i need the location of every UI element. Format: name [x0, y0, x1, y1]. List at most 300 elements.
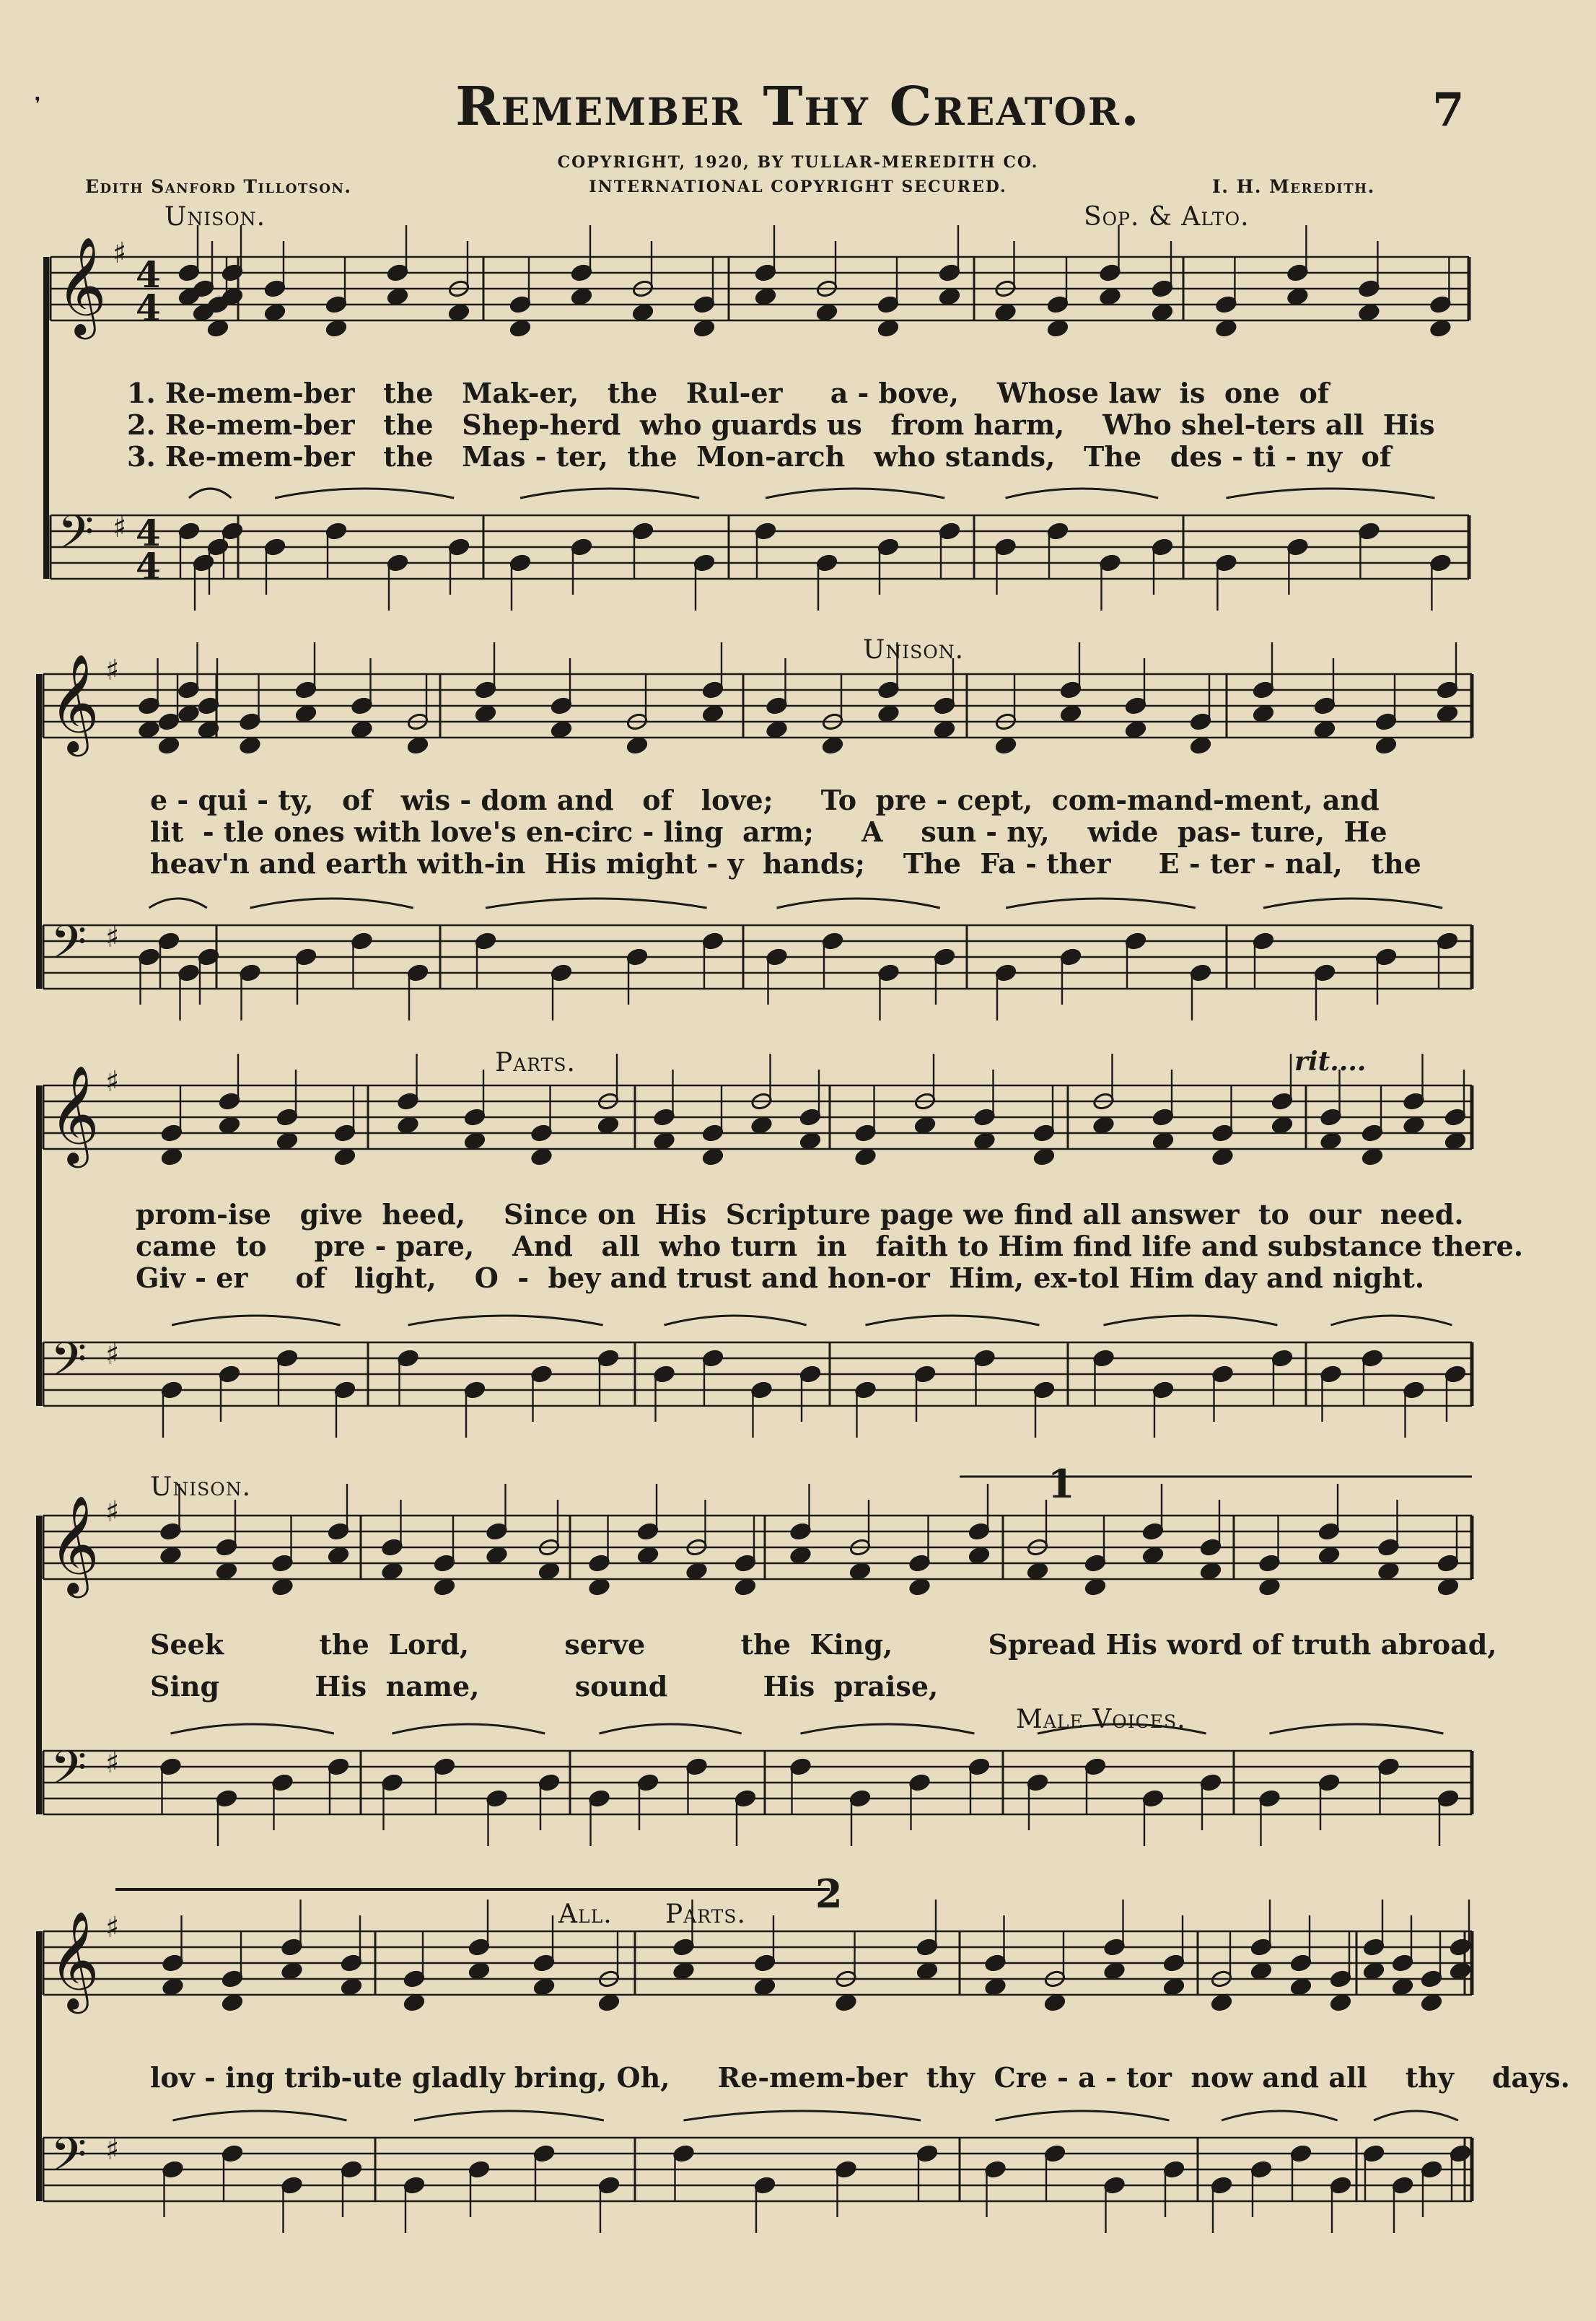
- bass-note: [222, 2144, 244, 2163]
- harmony-note: [916, 1962, 939, 1980]
- bass-note: [914, 1365, 937, 1384]
- melody-note: [1211, 1124, 1234, 1142]
- slur: [665, 1316, 807, 1325]
- harmony-note: [1450, 1962, 1472, 1980]
- harmony-note: [351, 720, 373, 739]
- melody-note: [908, 1554, 931, 1573]
- melody-note: [1362, 1124, 1384, 1142]
- bass-note: [1377, 1757, 1400, 1776]
- melody-note: [222, 1970, 244, 1988]
- harmony-note: [968, 1546, 991, 1565]
- harmony-note: [1200, 1562, 1222, 1581]
- harmony-note: [835, 1993, 857, 2012]
- harmony-note: [939, 287, 961, 306]
- harmony-note: [239, 736, 261, 755]
- bass-note: [530, 1365, 553, 1384]
- harmony-note: [984, 1977, 1007, 1996]
- bass-note: [571, 538, 593, 556]
- melody-note: [486, 1522, 508, 1541]
- harmony-note: [468, 1962, 491, 1980]
- melody-note: [1125, 696, 1147, 715]
- bass-note: [916, 2144, 939, 2163]
- harmony-note: [626, 736, 649, 755]
- slur: [996, 2111, 1170, 2120]
- bass-note: [1362, 1349, 1384, 1368]
- bass-note: [685, 1757, 708, 1776]
- harmony-note: [822, 736, 844, 755]
- melody-note: [1320, 1108, 1342, 1127]
- harmony-note: [222, 1993, 244, 2012]
- bass-note: [551, 963, 573, 982]
- bass-note: [328, 1757, 350, 1776]
- treble-clef: 𝄞: [49, 1494, 100, 1594]
- lyric-s2-verse1: e - qui - ty, of wis - dom and of love; To pre - cept, com-mand-ment, and: [150, 784, 1380, 816]
- lyricist-credit: Edith Sanford Tillotson.: [85, 176, 352, 197]
- bass-note: [403, 2176, 426, 2195]
- harmony-note: [281, 1962, 303, 1980]
- bass-note: [219, 1365, 241, 1384]
- bass-note: [1358, 522, 1380, 541]
- harmony-note: [271, 1578, 294, 1596]
- time-signature-bottom: 4: [136, 545, 161, 587]
- slur: [1226, 489, 1434, 498]
- bass-note: [1211, 2176, 1233, 2195]
- harmony-note: [162, 1977, 184, 1996]
- melody-note: [216, 1538, 238, 1557]
- lyric-s3-verse3: Giv - er of light, O - bey and trust and hon-or Him, ex-tol Him day and night.: [136, 1262, 1425, 1294]
- melody-note: [1290, 1954, 1312, 1972]
- time-signature-bottom: 4: [136, 287, 161, 329]
- bass-note: [632, 522, 654, 541]
- harmony-note: [334, 1148, 356, 1166]
- direction-male-voices: Male Voices.: [1016, 1705, 1186, 1734]
- harmony-note: [702, 704, 724, 723]
- bass-note: [653, 1365, 675, 1384]
- bass-note: [1200, 1773, 1222, 1792]
- bass-note: [626, 948, 649, 966]
- melody-note: [509, 295, 532, 314]
- second-ending-number: 2: [815, 1871, 843, 1917]
- bass-note: [849, 1789, 872, 1808]
- slur: [173, 2111, 347, 2120]
- harmony-note: [1375, 736, 1398, 755]
- melody-note: [271, 1554, 294, 1573]
- bass-note: [158, 932, 180, 950]
- harmony-note: [1099, 287, 1121, 306]
- bass-note: [735, 1789, 757, 1808]
- harmony-note: [1142, 1546, 1165, 1565]
- bass-note: [271, 1773, 294, 1792]
- harmony-note: [1084, 1578, 1107, 1596]
- slur: [777, 899, 940, 908]
- melody-note: [693, 295, 716, 314]
- bass-note: [702, 1349, 724, 1368]
- bass-note: [1253, 932, 1275, 950]
- bass-note: [468, 2160, 491, 2179]
- bass-note: [1450, 2144, 1472, 2163]
- melody-note: [264, 279, 286, 298]
- bass-note: [637, 1773, 659, 1792]
- harmony-note: [1190, 736, 1212, 755]
- harmony-note: [177, 704, 200, 723]
- harmony-note: [632, 303, 654, 322]
- slur: [1331, 1316, 1452, 1325]
- bass-note: [1163, 2160, 1185, 2179]
- bass-note: [1033, 1381, 1056, 1399]
- bass-note: [1392, 2176, 1414, 2195]
- harmony-note: [653, 1132, 675, 1150]
- harmony-note: [486, 1546, 508, 1565]
- bass-note: [1092, 1349, 1115, 1368]
- slur: [766, 489, 944, 498]
- bass-note: [159, 1757, 182, 1776]
- melody-note: [1318, 1522, 1341, 1541]
- bass-note: [341, 2160, 363, 2179]
- melody-note: [1375, 712, 1398, 731]
- melody-note: [1103, 1938, 1126, 1957]
- bass-note: [281, 2176, 303, 2195]
- key-signature-sharp: ♯: [105, 1911, 120, 1944]
- slur: [866, 1316, 1040, 1325]
- lyric-s3-verse1: prom-ise give heed, Since on His Scripture page we find all answer to our need.: [136, 1198, 1464, 1231]
- bass-note: [754, 2176, 776, 2195]
- bass-note: [1125, 932, 1147, 950]
- bass-note: [1314, 963, 1336, 982]
- bass-note: [766, 948, 788, 966]
- bass-note: [1271, 1349, 1294, 1368]
- harmony-note: [1314, 720, 1336, 739]
- key-signature-sharp: ♯: [105, 1495, 120, 1529]
- lyric-s1-verse2: 2. Re-mem-ber the Shep-herd who guards us from harm, Who shel-ters all His: [127, 408, 1435, 441]
- harmony-note: [159, 1546, 182, 1565]
- time-signature-top: 4: [136, 512, 161, 554]
- bass-note: [334, 1381, 356, 1399]
- harmony-note: [1362, 1148, 1384, 1166]
- slur: [189, 489, 231, 498]
- harmony-note: [434, 1578, 456, 1596]
- harmony-note: [448, 303, 470, 322]
- lyric-s4-verse2: Sing His name, sound His praise,: [150, 1670, 939, 1702]
- direction-unison-2: Unison.: [863, 635, 965, 665]
- bass-note: [434, 1757, 456, 1776]
- bass-note: [207, 538, 229, 556]
- bass-note: [486, 1789, 508, 1808]
- treble-clef: 𝄞: [49, 1064, 100, 1163]
- melody-note: [672, 1938, 695, 1957]
- melody-note: [755, 263, 777, 282]
- melody-note: [325, 295, 348, 314]
- bass-note: [325, 522, 348, 541]
- melody-note: [1099, 263, 1121, 282]
- lyric-s4-verse1: Seek the Lord, serve the King, Spread His word of truth abroad,: [150, 1628, 1497, 1661]
- melody-note: [1271, 1092, 1294, 1111]
- bass-note: [816, 554, 838, 572]
- bass-note: [908, 1773, 931, 1792]
- melody-note: [637, 1522, 659, 1541]
- harmony-note: [995, 736, 1017, 755]
- bass-clef: 𝄢: [51, 916, 87, 981]
- bass-note: [877, 538, 900, 556]
- harmony-note: [1152, 1132, 1175, 1150]
- bass-note: [177, 963, 200, 982]
- bass-note: [1044, 2144, 1066, 2163]
- bass-note: [1444, 1365, 1467, 1384]
- direction-sop-alto: Sop. & Alto.: [1084, 202, 1250, 232]
- harmony-note: [158, 736, 180, 755]
- bass-note: [968, 1757, 991, 1776]
- bass-note: [1099, 554, 1121, 572]
- melody-note: [1152, 279, 1174, 298]
- melody-note: [916, 1938, 939, 1957]
- harmony-note: [1286, 287, 1309, 306]
- lyric-s2-verse2: lit - tle ones with love's en-circ - ling arm; A sun - ny, wide pas- ture, He: [150, 816, 1387, 848]
- melody-note: [735, 1554, 757, 1573]
- harmony-note: [1253, 704, 1275, 723]
- bass-note: [295, 948, 317, 966]
- bass-note: [750, 1381, 773, 1399]
- melody-note: [1253, 681, 1275, 699]
- bass-note: [939, 522, 961, 541]
- slur: [1374, 2111, 1458, 2120]
- slur: [684, 2111, 921, 2120]
- melody-note: [295, 681, 317, 699]
- harmony-note: [934, 720, 956, 739]
- direction-unison-3: Unison.: [150, 1472, 252, 1502]
- harmony-note: [397, 1116, 419, 1135]
- bass-note: [387, 554, 409, 572]
- slur: [408, 1316, 603, 1325]
- key-signature-sharp: ♯: [105, 654, 120, 687]
- harmony-note: [672, 1962, 695, 1980]
- bass-note: [1330, 2176, 1352, 2195]
- melody-note: [328, 1522, 350, 1541]
- melody-note: [968, 1522, 991, 1541]
- bass-note: [397, 1349, 419, 1368]
- direction-unison-1: Unison.: [165, 202, 266, 232]
- melody-note: [1033, 1124, 1056, 1142]
- melody-note: [468, 1938, 491, 1957]
- harmony-note: [407, 736, 429, 755]
- harmony-note: [1033, 1148, 1056, 1166]
- harmony-note: [551, 720, 573, 739]
- slur: [275, 489, 454, 498]
- treble-clef: 𝄞: [49, 1910, 100, 2009]
- bass-note: [1429, 554, 1452, 572]
- melody-note: [1377, 1538, 1400, 1557]
- melody-note: [1444, 1108, 1467, 1127]
- composer-credit: I. H. Meredith.: [1212, 176, 1375, 197]
- bass-note: [1215, 554, 1237, 572]
- bass-note: [597, 1349, 620, 1368]
- harmony-note: [1250, 1962, 1273, 1980]
- harmony-note: [854, 1148, 877, 1166]
- melody-note: [551, 696, 573, 715]
- bass-note: [1403, 1381, 1425, 1399]
- slur: [414, 2111, 604, 2120]
- melody-note: [1084, 1554, 1107, 1573]
- melody-note: [1250, 1938, 1273, 1957]
- harmony-note: [1363, 1962, 1385, 1980]
- bass-note: [538, 1773, 561, 1792]
- melody-note: [939, 263, 961, 282]
- melody-note: [222, 263, 244, 282]
- melody-note: [1060, 681, 1082, 699]
- harmony-note: [702, 1148, 724, 1166]
- bass-note: [276, 1349, 299, 1368]
- slur: [1006, 489, 1159, 498]
- bass-note: [854, 1381, 877, 1399]
- melody-note: [162, 1954, 184, 1972]
- slur: [486, 899, 707, 908]
- harmony-note: [1092, 1116, 1115, 1135]
- bass-note: [693, 554, 716, 572]
- bass-note: [1103, 2176, 1126, 2195]
- harmony-note: [735, 1578, 757, 1596]
- harmony-note: [328, 1546, 350, 1565]
- harmony-note: [264, 303, 286, 322]
- harmony-note: [1027, 1562, 1049, 1581]
- melody-note: [281, 1938, 303, 1957]
- harmony-note: [1215, 319, 1237, 338]
- bass-note: [216, 1789, 238, 1808]
- bass-note: [351, 932, 373, 950]
- lyric-s5-verse1: lov - ing trib-ute gladly bring, Oh, Re-mem-ber thy Cre - a - tor now and all thy days.: [150, 2061, 1570, 2094]
- bass-note: [1421, 2160, 1443, 2179]
- harmony-note: [1318, 1546, 1341, 1565]
- key-signature-sharp: ♯: [113, 511, 127, 544]
- melody-note: [178, 263, 201, 282]
- bass-note: [789, 1757, 812, 1776]
- first-ending-number: 1: [1048, 1461, 1075, 1507]
- page-mark: ❜: [35, 94, 41, 115]
- slur: [1038, 1724, 1206, 1734]
- melody-note: [159, 1522, 182, 1541]
- melody-note: [475, 681, 497, 699]
- harmony-note: [464, 1132, 486, 1150]
- melody-note: [177, 681, 200, 699]
- melody-note: [1437, 1554, 1460, 1573]
- slur: [600, 1724, 742, 1734]
- melody-note: [1450, 1938, 1472, 1957]
- melody-note: [530, 1124, 553, 1142]
- bass-note: [475, 932, 497, 950]
- harmony-note: [750, 1116, 773, 1135]
- bass-note: [702, 932, 724, 950]
- page-number: 7: [1432, 83, 1465, 137]
- slur: [1270, 1724, 1444, 1734]
- lyric-s3-verse2: came to pre - pare, And all who turn in faith to Him find life and substance there.: [136, 1230, 1524, 1262]
- melody-note: [1314, 696, 1336, 715]
- bass-note: [1286, 538, 1309, 556]
- harmony-note: [538, 1562, 561, 1581]
- harmony-note: [571, 287, 593, 306]
- hymn-title: Remember Thy Creator.: [455, 76, 1141, 138]
- bass-note: [138, 948, 160, 966]
- treble-clef: 𝄞: [49, 652, 100, 752]
- slur: [1006, 899, 1196, 908]
- harmony-note: [509, 319, 532, 338]
- harmony-note: [219, 1116, 241, 1135]
- time-signature-top: 4: [136, 253, 161, 296]
- melody-note: [984, 1954, 1007, 1972]
- harmony-note: [1258, 1578, 1281, 1596]
- copyright-line-2: INTERNATIONAL COPYRIGHT SECURED.: [589, 178, 1007, 196]
- bass-note: [381, 1773, 403, 1792]
- bass-note: [1152, 1381, 1175, 1399]
- melody-note: [1392, 1954, 1414, 1972]
- harmony-note: [766, 720, 788, 739]
- harmony-note: [877, 704, 900, 723]
- bass-note: [448, 538, 470, 556]
- melody-note: [877, 295, 900, 314]
- melody-note: [1358, 279, 1380, 298]
- bass-clef: 𝄢: [51, 1333, 87, 1398]
- direction-parts-1: Parts.: [495, 1048, 576, 1078]
- melody-note: [1437, 681, 1459, 699]
- melody-note: [1142, 1522, 1165, 1541]
- harmony-note: [1047, 319, 1069, 338]
- harmony-note: [1320, 1132, 1342, 1150]
- slur: [393, 1724, 545, 1734]
- harmony-note: [789, 1546, 812, 1565]
- melody-note: [702, 681, 724, 699]
- harmony-note: [755, 287, 777, 306]
- melody-note: [403, 1970, 426, 1988]
- harmony-note: [341, 1977, 363, 1996]
- harmony-note: [1211, 1148, 1234, 1166]
- slur: [801, 1724, 975, 1734]
- bass-clef: 𝄢: [51, 2128, 87, 2193]
- harmony-note: [1271, 1116, 1294, 1135]
- melody-note: [239, 712, 261, 731]
- bass-note: [598, 2176, 621, 2195]
- harmony-note: [1060, 704, 1082, 723]
- slur: [149, 899, 207, 908]
- slur: [1104, 1316, 1278, 1325]
- bass-note: [1027, 1773, 1049, 1792]
- bass-note: [509, 554, 532, 572]
- harmony-note: [295, 704, 317, 723]
- melody-note: [397, 1092, 419, 1111]
- harmony-note: [1152, 303, 1174, 322]
- bass-note: [1363, 2144, 1385, 2163]
- harmony-note: [1163, 1977, 1185, 1996]
- melody-note: [1403, 1092, 1425, 1111]
- key-signature-sharp: ♯: [105, 1065, 120, 1098]
- melody-note: [973, 1108, 996, 1127]
- direction-rit: rit....: [1294, 1046, 1367, 1077]
- harmony-note: [1377, 1562, 1400, 1581]
- key-signature-sharp: ♯: [105, 2133, 120, 2167]
- melody-note: [1163, 1954, 1185, 1972]
- bass-note: [1047, 522, 1069, 541]
- melody-note: [533, 1954, 556, 1972]
- bass-note: [934, 948, 956, 966]
- bass-note: [264, 538, 286, 556]
- treble-clef: 𝄞: [56, 235, 107, 335]
- harmony-note: [994, 303, 1017, 322]
- melody-note: [934, 696, 956, 715]
- key-signature-sharp: ♯: [113, 237, 127, 270]
- melody-note: [766, 696, 788, 715]
- melody-note: [1258, 1554, 1281, 1573]
- harmony-note: [207, 319, 229, 338]
- harmony-note: [1125, 720, 1147, 739]
- melody-note: [1421, 1970, 1443, 1988]
- bass-note: [995, 963, 1017, 982]
- harmony-note: [1437, 704, 1459, 723]
- direction-parts-2: Parts.: [665, 1900, 746, 1929]
